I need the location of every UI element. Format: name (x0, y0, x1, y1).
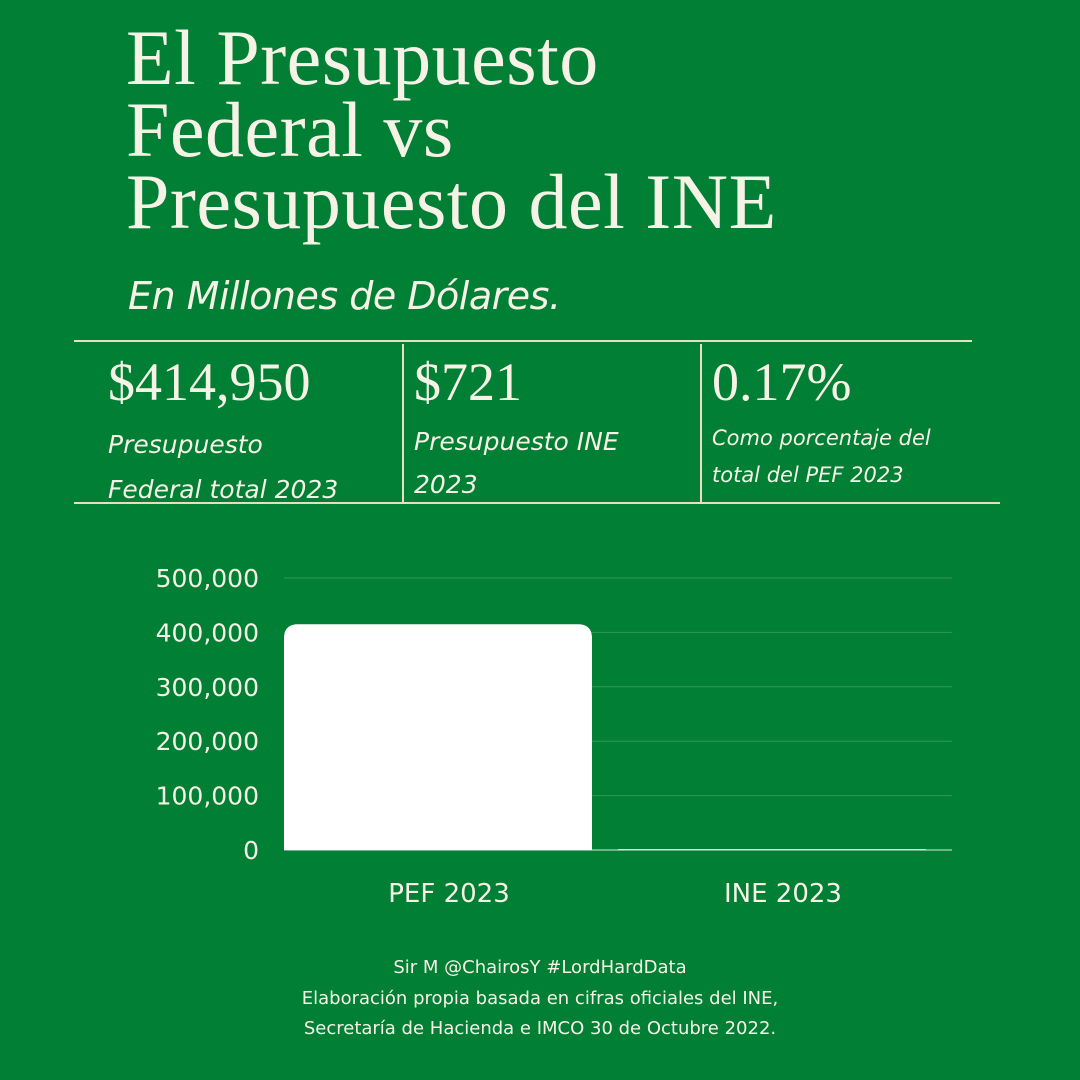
stat-label-pef-line-2: Federal total 2023 (108, 475, 339, 504)
y-tick-label: 400,000 (155, 618, 259, 648)
page-title (126, 14, 1026, 245)
stat-label-pef-line-1: Presupuesto (108, 430, 263, 459)
stat-value-ine: $721 (414, 352, 522, 412)
y-tick-label: 0 (243, 836, 259, 865)
stat-label-percent-line-1: Como porcentaje del (712, 426, 931, 450)
y-tick-label: 200,000 (155, 727, 259, 757)
title-line-3: Presupuesto del INE (126, 158, 777, 245)
stats-divider-1 (402, 344, 404, 502)
stat-label-percent (712, 420, 931, 494)
x-tick-label: INE 2023 (724, 879, 842, 909)
stat-label-pef (108, 422, 338, 512)
x-tick-label: PEF 2023 (388, 879, 510, 909)
stat-label-ine-line-1: Presupuesto INE (414, 427, 619, 456)
subtitle: En Millones de Dólares. (128, 274, 561, 318)
title-line-2: Federal vs (126, 86, 454, 173)
stat-value-percent: 0.17% (712, 352, 852, 412)
stat-value-pef: $414,950 (108, 352, 311, 412)
y-tick-label: 500,000 (155, 564, 259, 593)
bar (284, 624, 592, 850)
stats-top-rule (74, 340, 972, 342)
title-line-1: El Presupuesto (126, 14, 599, 101)
stats-divider-2 (700, 344, 702, 502)
bar-chart (0, 540, 1080, 920)
stat-label-percent-line-2: total del PEF 2023 (712, 463, 904, 487)
footer-source-line-1: Elaboración propia basada en cifras oficiales del INE, (301, 988, 779, 1009)
stat-label-ine (414, 420, 619, 506)
footer-credits: Sir M @ChairosY #LordHardData (393, 957, 687, 978)
bar (618, 849, 926, 850)
stat-label-ine-line-2: 2023 (414, 470, 478, 499)
footer-source-line-2: Secretaría de Hacienda e IMCO 30 de Octubre 2022. (303, 1018, 777, 1039)
y-tick-label: 100,000 (155, 781, 259, 811)
y-tick-label: 300,000 (155, 672, 259, 702)
